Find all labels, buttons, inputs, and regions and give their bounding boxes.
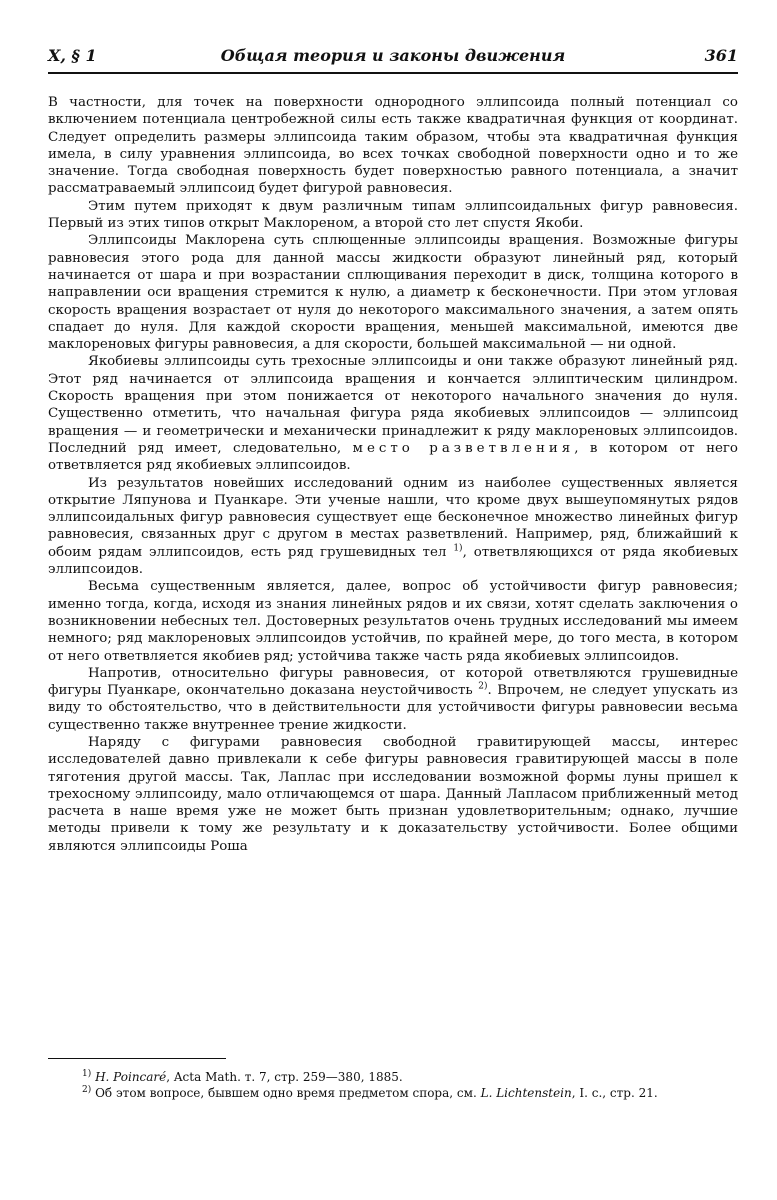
footnote-author: H. Poincaré [95,1070,167,1084]
paragraph: В частности, для точек на поверхности однородного эллипсоида полный потенциал со включением потенциала центробежной силы есть также квадратичная функция от координат. Следует определить размеры эллипсоида таким образом, чтобы эта квадратичная функция имела, в силу уравнения эллипсоида, во всех точках свободной поверхности одно и то же значение. Тогда свободная поверхность будет поверхностью равного потенциала, а значит рассматраваемый эллипсоид будет фигурой равновесия. [48,95,738,197]
footnote-author: L. Lichtenstein [480,1085,572,1100]
paragraph-text: . Впрочем, не следует упускать из виду то обстоятельство, что в действительности для устойчивости фигуры равновесии весьма существенно также внутреннее трение жидкости. [48,683,738,733]
paragraph: Этим путем приходят к двум различным типам эллипсоидальных фигур равновесия. Первый из этих типов открыт Маклореном, а второй сто лет спустя Якоби. [48,198,738,232]
paragraph-text: , ответвляющихся от ряда якобиевых эллипсоидов. [48,544,739,578]
footnote-reference[interactable]: 2) [478,681,488,692]
paragraph: Эллипсоиды Маклорена суть сплющенные эллипсоиды вращения. Возможные фигуры равновесия этого рода для данной массы жидкости образуют линейный ряд, который начинается от шара и при возрастании сплющивания переходит в диск, толщина которого в направлении оси вращения стремится к нулю, а диаметр к бесконечности. При этом угловая скорость вращения возрастает от нуля до некоторого максимального значения, а затем опять спадает до нуля. Для каждой скорости вращения, меньшей максимальной, имеются две маклореновых фигуры равновесия, а для скорости, большей максимальной — ни одной. [48,233,738,353]
footnote-reference[interactable]: 1) [453,543,463,554]
footnote-mark: 1) [82,1069,92,1079]
footnote [48,1070,738,1086]
footnotes [48,1070,738,1101]
paragraph-text: Напротив, относительно фигуры равновесия, от которой ответвляются грушевидные фигуры Пуанкаре, окончательно доказана неустойчивость [48,665,738,699]
running-title: Общая теория и законы движения [220,46,566,65]
footnote-mark: 2) [82,1084,92,1095]
header-rule [48,72,738,74]
paragraph [48,475,738,579]
paragraph-text: , в котором от него ответвляется ряд якобиевых эллипсоидов. [48,440,738,474]
page-number: 361 [704,46,738,65]
running-header [48,46,738,70]
footnote-rule [48,1058,226,1059]
paragraph-text: Из результатов новейших исследований одним из наиболее существенных является открытие Ляпунова и Пуанкаре. Эти ученые нашли, что кроме двух вышеупомянутых рядов эллипсоидальных фигур равновесия существует еще бесконечное множество линейных фигур равновесия, связанных друг с другом в местах разветвлений. Например, ряд, ближайший к обоим рядам эллипсоидов, есть ряд грушевидных тел [48,475,738,560]
footnote-text: , Acta Math. т. 7, стр. 259—380, 1885. [166,1070,403,1084]
paragraph [48,353,738,474]
footnote-text: , I. c., стр. 21. [571,1085,658,1100]
section-reference: X, § 1 [48,46,97,65]
paragraph: Наряду с фигурами равновесия свободной гравитирующей массы, интерес исследователей давно привлекали к себе фигуры равновесия гравитирующей массы в поле тяготения другой массы. Так, Лаплас при исследовании возможной формы луны пришел к трехосному эллипсоиду, мало отличающемся от шара. Данный Лапласом приближенный метод расчета в наше время уже не может быть признан удовлетворительным; однако, лучшие методы привели к тому же результату и к доказательству устойчивости. Более общими являются эллипсоиды Роша [48,734,738,854]
paragraph [48,665,738,734]
main-text [48,94,738,855]
emphasized-term: место разветвления [352,440,575,456]
footnote [48,1086,738,1102]
paragraph-text: Якобиевы эллипсоиды суть трехосные эллипсоиды и они также образуют линейный ряд. Этот ряд начинается от эллипсоида вращения и кончается эллиптическим цилиндром. Скорость вращения при этом понижается от некоторого начального значения до нуля. Существенно отметить, что начальная фигура ряда якобиевых эллипсоидов — эллипсоид вращения — и геометрически и механически принадлежит к ряду маклореновых эллипсоидов. Последний ряд имеет, следовательно, [48,354,738,456]
paragraph: Весьма существенным является, далее, вопрос об устойчивости фигур равновесия; именно тогда, когда, исходя из знания линейных рядов и их связи, хотят сделать заключения о возникновении небесных тел. Достоверных результатов очень трудных исследований мы имеем немного; ряд маклореновых эллипсоидов устойчив, по крайней мере, до того места, в котором от него ответвляется якобиев ряд; устойчива также часть ряда якобиевых эллипсоидов. [48,579,738,664]
footnote-text: Об этом вопросе, бывшем одно время предметом спора, см. [95,1085,477,1100]
